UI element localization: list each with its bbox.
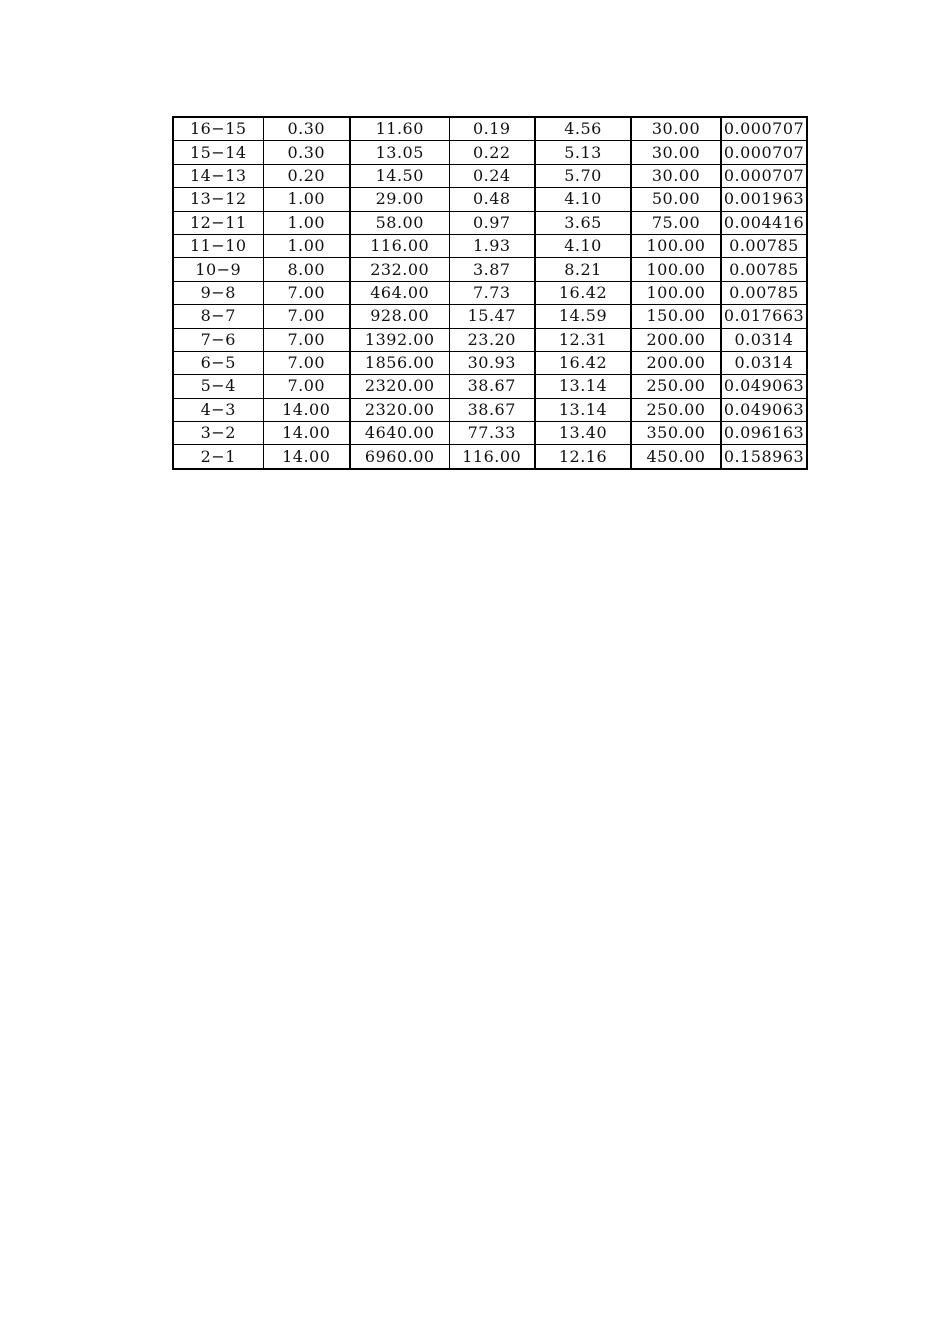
- col4-cell: 23.20: [449, 328, 535, 351]
- col6-cell: 75.00: [631, 211, 721, 234]
- col4-cell: 7.73: [449, 281, 535, 304]
- col5-cell: 12.16: [535, 445, 631, 469]
- table-body: [173, 117, 807, 469]
- col5-cell: 16.42: [535, 351, 631, 374]
- table-row: [173, 141, 807, 164]
- col4-cell: 30.93: [449, 351, 535, 374]
- col3-cell: 928.00: [350, 305, 449, 328]
- col6-cell: 250.00: [631, 375, 721, 398]
- col7-cell: 0.096163: [721, 422, 807, 445]
- col3-cell: 232.00: [350, 258, 449, 281]
- table-row: [173, 117, 807, 141]
- col6-cell: 30.00: [631, 141, 721, 164]
- col2-cell: 7.00: [263, 328, 350, 351]
- col5-cell: 8.21: [535, 258, 631, 281]
- col4-cell: 0.22: [449, 141, 535, 164]
- col7-cell: 0.004416: [721, 211, 807, 234]
- table-row: [173, 258, 807, 281]
- table-row: [173, 375, 807, 398]
- col7-cell: 0.049063: [721, 375, 807, 398]
- col7-cell: 0.00785: [721, 234, 807, 257]
- segment-cell: 7−6: [173, 328, 263, 351]
- table-row: [173, 234, 807, 257]
- segment-cell: 6−5: [173, 351, 263, 374]
- segment-cell: 15−14: [173, 141, 263, 164]
- col2-cell: 0.30: [263, 117, 350, 141]
- col7-cell: 0.00785: [721, 281, 807, 304]
- col4-cell: 77.33: [449, 422, 535, 445]
- col2-cell: 0.20: [263, 164, 350, 187]
- col5-cell: 13.14: [535, 398, 631, 421]
- segment-cell: 12−11: [173, 211, 263, 234]
- col3-cell: 116.00: [350, 234, 449, 257]
- col6-cell: 200.00: [631, 328, 721, 351]
- table-row: [173, 328, 807, 351]
- col4-cell: 116.00: [449, 445, 535, 469]
- segment-cell: 11−10: [173, 234, 263, 257]
- col2-cell: 1.00: [263, 234, 350, 257]
- col7-cell: 0.0314: [721, 351, 807, 374]
- table-row: [173, 211, 807, 234]
- col7-cell: 0.000707: [721, 117, 807, 141]
- col5-cell: 13.40: [535, 422, 631, 445]
- col3-cell: 6960.00: [350, 445, 449, 469]
- table-row: [173, 351, 807, 374]
- col6-cell: 350.00: [631, 422, 721, 445]
- table-row: [173, 188, 807, 211]
- col6-cell: 100.00: [631, 234, 721, 257]
- col4-cell: 15.47: [449, 305, 535, 328]
- col3-cell: 1392.00: [350, 328, 449, 351]
- col2-cell: 1.00: [263, 211, 350, 234]
- col3-cell: 29.00: [350, 188, 449, 211]
- col2-cell: 7.00: [263, 375, 350, 398]
- col2-cell: 14.00: [263, 398, 350, 421]
- col5-cell: 4.10: [535, 188, 631, 211]
- col2-cell: 14.00: [263, 445, 350, 469]
- col5-cell: 5.13: [535, 141, 631, 164]
- col2-cell: 0.30: [263, 141, 350, 164]
- segment-cell: 4−3: [173, 398, 263, 421]
- col6-cell: 250.00: [631, 398, 721, 421]
- col7-cell: 0.0314: [721, 328, 807, 351]
- col3-cell: 58.00: [350, 211, 449, 234]
- col5-cell: 5.70: [535, 164, 631, 187]
- col5-cell: 13.14: [535, 375, 631, 398]
- col5-cell: 4.56: [535, 117, 631, 141]
- col7-cell: 0.017663: [721, 305, 807, 328]
- table-row: [173, 398, 807, 421]
- segment-cell: 13−12: [173, 188, 263, 211]
- col3-cell: 1856.00: [350, 351, 449, 374]
- col6-cell: 200.00: [631, 351, 721, 374]
- col6-cell: 30.00: [631, 164, 721, 187]
- col4-cell: 3.87: [449, 258, 535, 281]
- col6-cell: 150.00: [631, 305, 721, 328]
- col6-cell: 30.00: [631, 117, 721, 141]
- col7-cell: 0.000707: [721, 164, 807, 187]
- col4-cell: 1.93: [449, 234, 535, 257]
- segment-cell: 3−2: [173, 422, 263, 445]
- col4-cell: 38.67: [449, 375, 535, 398]
- col4-cell: 0.97: [449, 211, 535, 234]
- col3-cell: 2320.00: [350, 398, 449, 421]
- col5-cell: 16.42: [535, 281, 631, 304]
- col4-cell: 0.24: [449, 164, 535, 187]
- col6-cell: 450.00: [631, 445, 721, 469]
- table-row: [173, 164, 807, 187]
- col7-cell: 0.000707: [721, 141, 807, 164]
- col2-cell: 7.00: [263, 305, 350, 328]
- table-row: [173, 422, 807, 445]
- col5-cell: 14.59: [535, 305, 631, 328]
- col5-cell: 4.10: [535, 234, 631, 257]
- col6-cell: 50.00: [631, 188, 721, 211]
- segment-cell: 16−15: [173, 117, 263, 141]
- col7-cell: 0.158963: [721, 445, 807, 469]
- col2-cell: 7.00: [263, 281, 350, 304]
- col2-cell: 1.00: [263, 188, 350, 211]
- segment-cell: 5−4: [173, 375, 263, 398]
- table-row: [173, 281, 807, 304]
- col4-cell: 0.48: [449, 188, 535, 211]
- col3-cell: 14.50: [350, 164, 449, 187]
- segment-cell: 10−9: [173, 258, 263, 281]
- col3-cell: 2320.00: [350, 375, 449, 398]
- col7-cell: 0.00785: [721, 258, 807, 281]
- col6-cell: 100.00: [631, 281, 721, 304]
- table-row: [173, 445, 807, 469]
- col5-cell: 3.65: [535, 211, 631, 234]
- pipe-segment-table: [172, 116, 808, 470]
- col2-cell: 14.00: [263, 422, 350, 445]
- col7-cell: 0.001963: [721, 188, 807, 211]
- segment-cell: 8−7: [173, 305, 263, 328]
- segment-cell: 2−1: [173, 445, 263, 469]
- table-row: [173, 305, 807, 328]
- col4-cell: 38.67: [449, 398, 535, 421]
- col4-cell: 0.19: [449, 117, 535, 141]
- col3-cell: 4640.00: [350, 422, 449, 445]
- col2-cell: 7.00: [263, 351, 350, 374]
- col5-cell: 12.31: [535, 328, 631, 351]
- col3-cell: 464.00: [350, 281, 449, 304]
- col2-cell: 8.00: [263, 258, 350, 281]
- col7-cell: 0.049063: [721, 398, 807, 421]
- segment-cell: 9−8: [173, 281, 263, 304]
- col3-cell: 11.60: [350, 117, 449, 141]
- col6-cell: 100.00: [631, 258, 721, 281]
- col3-cell: 13.05: [350, 141, 449, 164]
- segment-cell: 14−13: [173, 164, 263, 187]
